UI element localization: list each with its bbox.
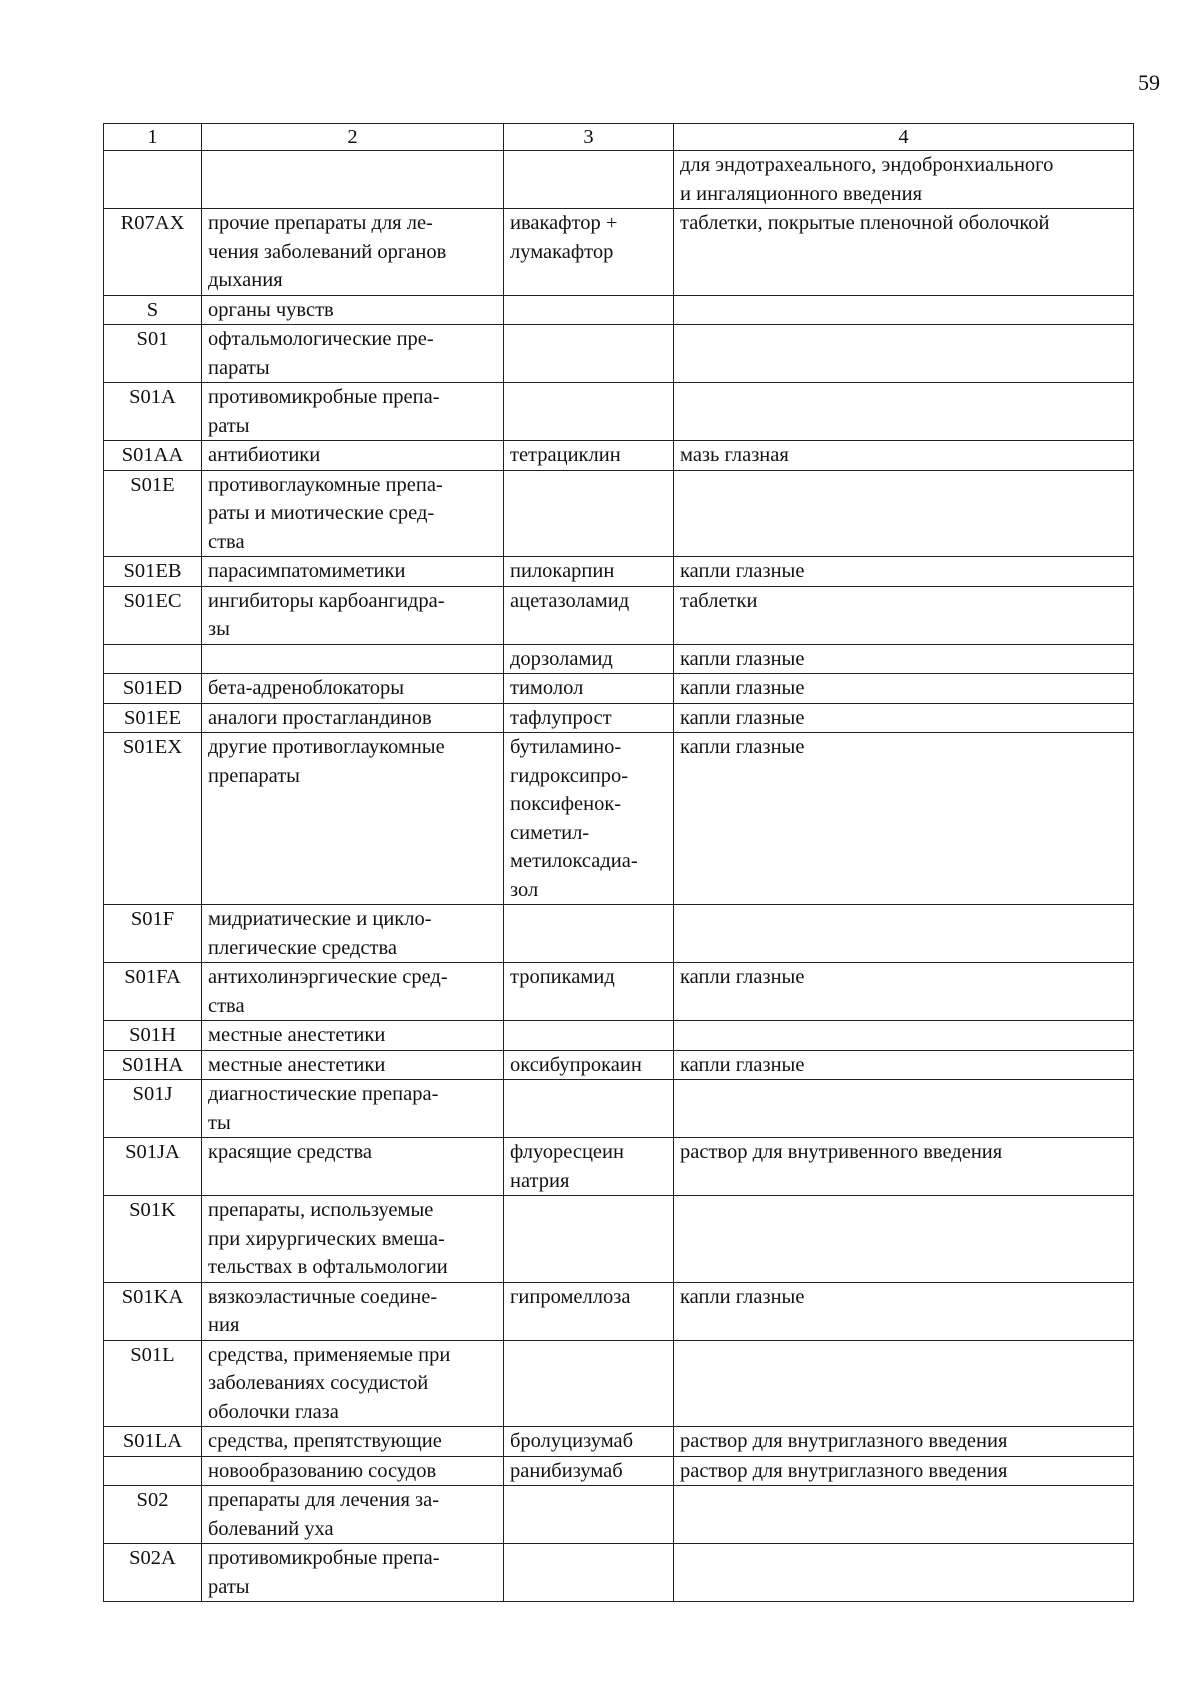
code-cell: S01EX [104, 733, 202, 905]
drug-cell [504, 325, 674, 383]
table-row [104, 674, 1134, 704]
table-body [104, 151, 1134, 1602]
drug-cell: флуоресцеин натрия [504, 1138, 674, 1196]
table-row [104, 151, 1134, 209]
group-cell [202, 644, 504, 674]
drug-cell: ранибизумаб [504, 1456, 674, 1486]
table-row [104, 1021, 1134, 1051]
drug-cell [504, 1340, 674, 1427]
form-cell [674, 295, 1134, 325]
form-cell [674, 1340, 1134, 1427]
form-cell: капли глазные [674, 733, 1134, 905]
table-row [104, 209, 1134, 296]
group-cell: средства, препятствующие [202, 1427, 504, 1457]
form-cell: раствор для внутривенного введения [674, 1138, 1134, 1196]
table-row [104, 295, 1134, 325]
group-cell: антихолинэргические сред- ства [202, 963, 504, 1021]
group-cell: аналоги простагландинов [202, 703, 504, 733]
code-cell: S01JA [104, 1138, 202, 1196]
code-cell: S01ED [104, 674, 202, 704]
group-cell: органы чувств [202, 295, 504, 325]
drug-cell: бутиламино- гидроксипро- поксифенок- симетил- метилоксадиа- зол [504, 733, 674, 905]
code-cell: S01HA [104, 1050, 202, 1080]
table-row [104, 441, 1134, 471]
group-cell: препараты, используемые при хирургических вмеша- тельствах в офтальмологии [202, 1196, 504, 1283]
drug-cell: тимолол [504, 674, 674, 704]
table-row [104, 1282, 1134, 1340]
group-cell: местные анестетики [202, 1050, 504, 1080]
form-cell [674, 325, 1134, 383]
code-cell: S01K [104, 1196, 202, 1283]
code-cell [104, 1456, 202, 1486]
group-cell: вязкоэластичные соедине- ния [202, 1282, 504, 1340]
form-cell [674, 1196, 1134, 1283]
group-cell: мидриатические и цикло- плегические средства [202, 905, 504, 963]
table-row [104, 1544, 1134, 1602]
drug-cell [504, 295, 674, 325]
form-cell [674, 1021, 1134, 1051]
code-cell: S01KA [104, 1282, 202, 1340]
code-cell: R07AX [104, 209, 202, 296]
code-cell: S01H [104, 1021, 202, 1051]
header-cell-form: 4 [674, 124, 1134, 151]
group-cell: другие противоглаукомные препараты [202, 733, 504, 905]
group-cell: средства, применяемые при заболеваниях сосудистой оболочки глаза [202, 1340, 504, 1427]
table-row [104, 325, 1134, 383]
drug-cell: тетрациклин [504, 441, 674, 471]
code-cell: S [104, 295, 202, 325]
group-cell: бета-адреноблокаторы [202, 674, 504, 704]
form-cell: капли глазные [674, 1050, 1134, 1080]
group-cell: ингибиторы карбоангидра- зы [202, 586, 504, 644]
table-row [104, 905, 1134, 963]
drug-cell: пилокарпин [504, 557, 674, 587]
form-cell: капли глазные [674, 644, 1134, 674]
drug-cell [504, 1021, 674, 1051]
code-cell: S01LA [104, 1427, 202, 1457]
header-row [104, 124, 1134, 151]
table-row [104, 1456, 1134, 1486]
group-cell: препараты для лечения за- болеваний уха [202, 1486, 504, 1544]
form-cell: мазь глазная [674, 441, 1134, 471]
code-cell: S01EB [104, 557, 202, 587]
form-cell [674, 470, 1134, 557]
table-row [104, 733, 1134, 905]
table-row [104, 1138, 1134, 1196]
group-cell: парасимпатомиметики [202, 557, 504, 587]
table-row [104, 1486, 1134, 1544]
drug-cell: ивакафтор + лумакафтор [504, 209, 674, 296]
drug-cell [504, 1080, 674, 1138]
form-cell: для эндотрахеального, эндобронхиального и ингаляционного введения [674, 151, 1134, 209]
table-row [104, 470, 1134, 557]
code-cell: S02 [104, 1486, 202, 1544]
form-cell: раствор для внутриглазного введения [674, 1456, 1134, 1486]
code-cell: S02A [104, 1544, 202, 1602]
drug-classification-table [103, 123, 1134, 1602]
group-cell: местные анестетики [202, 1021, 504, 1051]
drug-cell: тропикамид [504, 963, 674, 1021]
group-cell: прочие препараты для ле- чения заболеваний органов дыхания [202, 209, 504, 296]
drug-cell [504, 151, 674, 209]
group-cell: противомикробные препа- раты [202, 383, 504, 441]
group-cell: новообразованию сосудов [202, 1456, 504, 1486]
drug-cell [504, 1486, 674, 1544]
drug-cell [504, 1196, 674, 1283]
form-cell: капли глазные [674, 703, 1134, 733]
table-row [104, 644, 1134, 674]
code-cell: S01FA [104, 963, 202, 1021]
code-cell [104, 644, 202, 674]
table-row [104, 586, 1134, 644]
form-cell: капли глазные [674, 1282, 1134, 1340]
group-cell: диагностические препара- ты [202, 1080, 504, 1138]
table-row [104, 963, 1134, 1021]
code-cell [104, 151, 202, 209]
form-cell: капли глазные [674, 674, 1134, 704]
table-row [104, 1050, 1134, 1080]
form-cell [674, 1544, 1134, 1602]
drug-cell [504, 1544, 674, 1602]
form-cell [674, 1486, 1134, 1544]
group-cell [202, 151, 504, 209]
group-cell: офтальмологические пре- параты [202, 325, 504, 383]
header-cell-code: 1 [104, 124, 202, 151]
code-cell: S01J [104, 1080, 202, 1138]
code-cell: S01E [104, 470, 202, 557]
drug-cell: дорзоламид [504, 644, 674, 674]
code-cell: S01AA [104, 441, 202, 471]
form-cell [674, 383, 1134, 441]
drug-cell: оксибупрокаин [504, 1050, 674, 1080]
table-row [104, 1340, 1134, 1427]
table-row [104, 1427, 1134, 1457]
header-cell-drug: 3 [504, 124, 674, 151]
code-cell: S01EC [104, 586, 202, 644]
drug-cell: гипромеллоза [504, 1282, 674, 1340]
code-cell: S01F [104, 905, 202, 963]
code-cell: S01L [104, 1340, 202, 1427]
drug-cell [504, 905, 674, 963]
table-row [104, 1080, 1134, 1138]
group-cell: противомикробные препа- раты [202, 1544, 504, 1602]
code-cell: S01 [104, 325, 202, 383]
drug-cell: тафлупрост [504, 703, 674, 733]
group-cell: противоглаукомные препа- раты и миотические сред- ства [202, 470, 504, 557]
form-cell: капли глазные [674, 963, 1134, 1021]
group-cell: красящие средства [202, 1138, 504, 1196]
group-cell: антибиотики [202, 441, 504, 471]
form-cell [674, 1080, 1134, 1138]
table-row [104, 383, 1134, 441]
form-cell: раствор для внутриглазного введения [674, 1427, 1134, 1457]
form-cell: капли глазные [674, 557, 1134, 587]
page-number: 59 [1138, 70, 1160, 95]
code-cell: S01EE [104, 703, 202, 733]
table-row [104, 703, 1134, 733]
drug-cell [504, 470, 674, 557]
form-cell: таблетки [674, 586, 1134, 644]
drug-cell: ацетазоламид [504, 586, 674, 644]
code-cell: S01A [104, 383, 202, 441]
table-row [104, 557, 1134, 587]
table-row [104, 1196, 1134, 1283]
drug-cell [504, 383, 674, 441]
drug-cell: бролуцизумаб [504, 1427, 674, 1457]
form-cell [674, 905, 1134, 963]
header-cell-group: 2 [202, 124, 504, 151]
form-cell: таблетки, покрытые пленочной оболочкой [674, 209, 1134, 296]
